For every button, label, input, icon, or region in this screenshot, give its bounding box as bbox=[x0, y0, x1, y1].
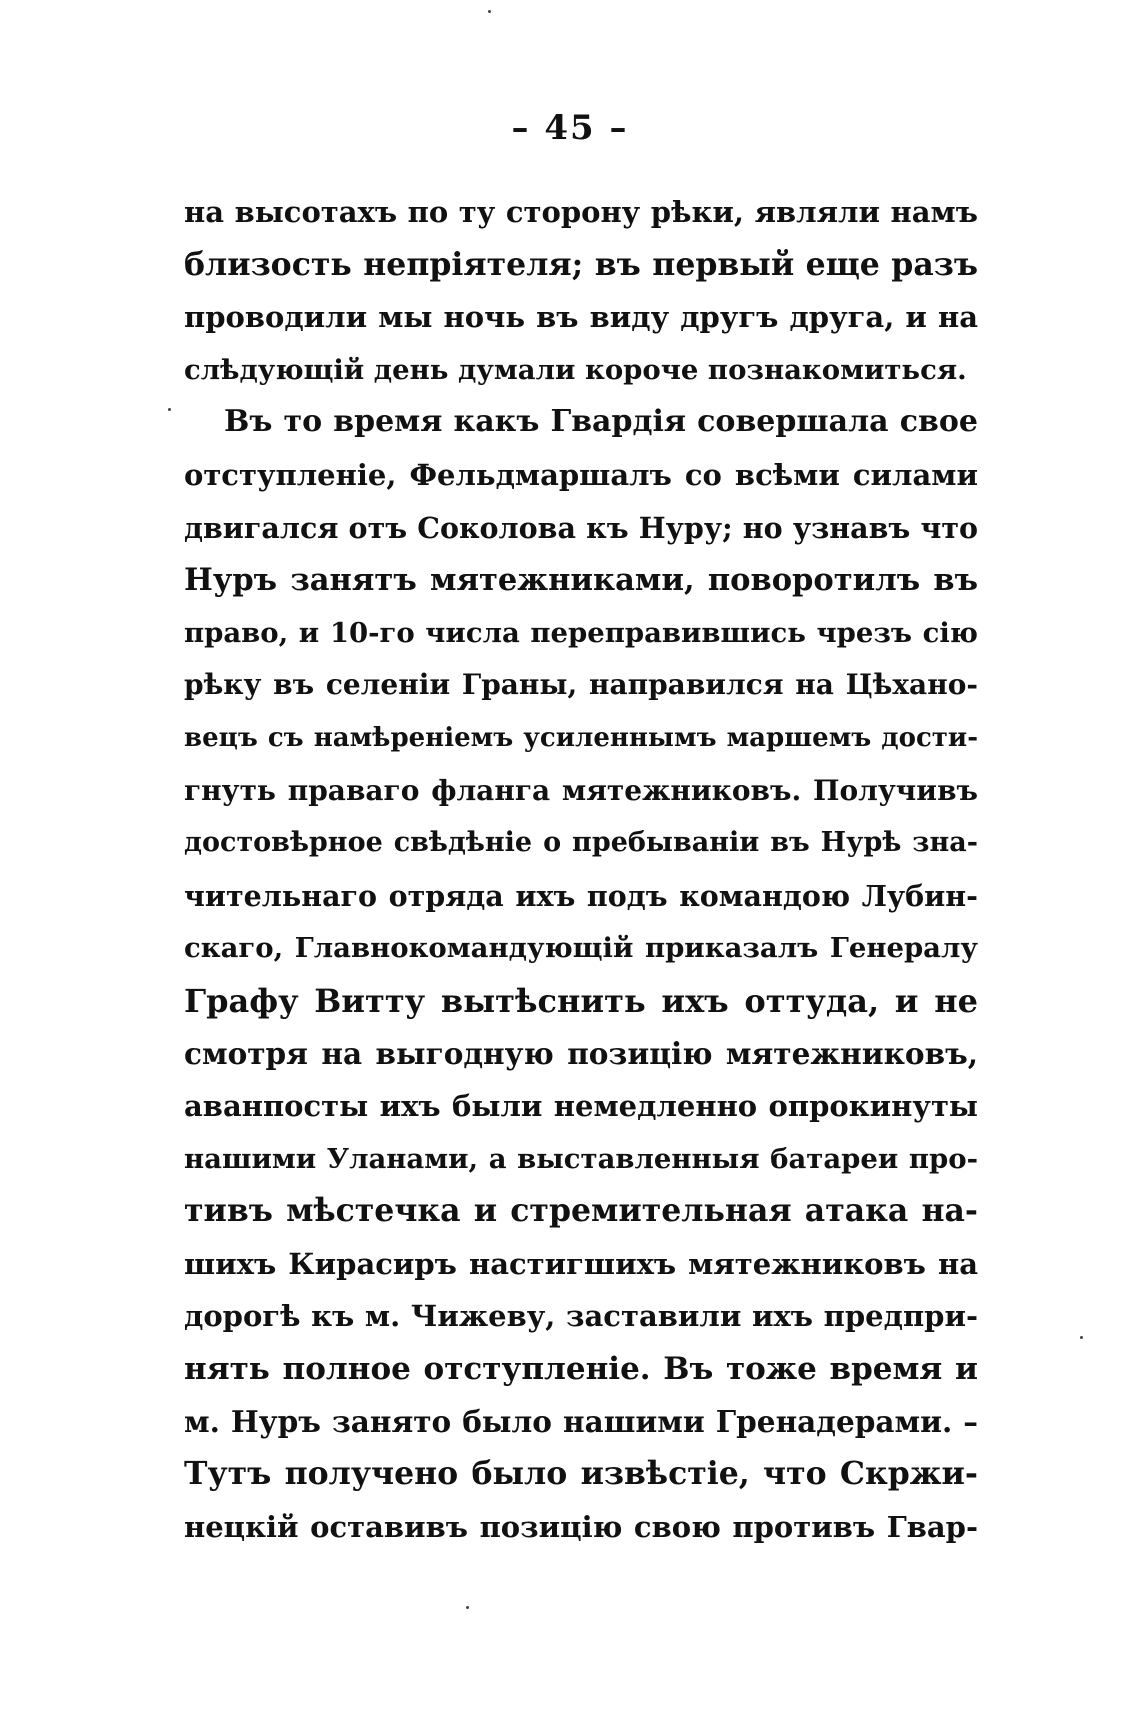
text-line: рѣку въ селеніи Граны, направился на Цѣхано- bbox=[184, 668, 978, 702]
text-line: нашими Уланами, а выставленныя батареи про- bbox=[184, 1142, 978, 1175]
paper-speck bbox=[168, 408, 171, 411]
text-line: Въ то время какъ Гвардія совершала свое bbox=[224, 404, 978, 440]
text-line: вецъ съ намѣреніемъ усиленнымъ маршемъ дости- bbox=[184, 722, 978, 753]
text-line: право, и 10-го числа переправившись чрезъ сію bbox=[184, 616, 978, 649]
text-line: м. Нуръ занято было нашими Гренадерами. – bbox=[184, 1403, 978, 1439]
text-line: двигался отъ Соколова къ Нуру; но узнавъ что bbox=[184, 510, 978, 545]
text-line: чительнаго отряда ихъ подъ командою Лубин- bbox=[184, 878, 978, 913]
text-line: шихъ Кирасиръ настигшихъ мятежниковъ на bbox=[184, 1246, 978, 1281]
text-line: Графу Витту вытѣснить ихъ оттуда, и не bbox=[184, 981, 978, 1020]
text-line: Тутъ получено было извѣстіе, что Скржи- bbox=[184, 1455, 978, 1493]
text-line: слѣдующій день думали короче познакомиться. bbox=[184, 353, 967, 386]
body-text bbox=[184, 186, 978, 1553]
text-line: дорогѣ къ м. Чижеву, заставили ихъ предпри- bbox=[184, 1299, 978, 1334]
text-line: отступленіе, Фельдмаршалъ со всѣми силами bbox=[184, 457, 978, 492]
page-number: – 45 – bbox=[511, 108, 629, 148]
text-line: нять полное отступленіе. Въ тоже время и bbox=[184, 1351, 978, 1388]
text-line: достовѣрное свѣдѣніе о пребываніи въ Нурѣ зна- bbox=[184, 827, 978, 859]
text-line: нецкій оставивъ позицію свою противъ Гвар- bbox=[184, 1509, 978, 1544]
text-line: гнуть праваго фланга мятежниковъ. Получивъ bbox=[184, 773, 978, 807]
text-line: проводили мы ночь въ виду другъ друга, и на bbox=[184, 300, 978, 335]
text-line: близость непріятеля; въ первый еще разъ bbox=[184, 245, 978, 283]
paper-speck bbox=[466, 1606, 469, 1609]
paper-speck bbox=[1080, 1336, 1083, 1339]
text-line: скаго, Главнокомандующій приказалъ Генералу bbox=[184, 932, 978, 965]
paper-speck bbox=[488, 10, 491, 13]
text-line: на высотахъ по ту сторону рѣки, являли намъ bbox=[184, 195, 978, 229]
text-line: Нуръ занятъ мятежниками, поворотилъ въ bbox=[184, 562, 978, 599]
text-line: смотря на выгодную позицію мятежниковъ, bbox=[184, 1035, 978, 1071]
text-line: аванпосты ихъ были немедленно опрокинуты bbox=[184, 1089, 978, 1124]
text-line: тивъ мѣстечка и стремительная атака на- bbox=[184, 1192, 978, 1230]
